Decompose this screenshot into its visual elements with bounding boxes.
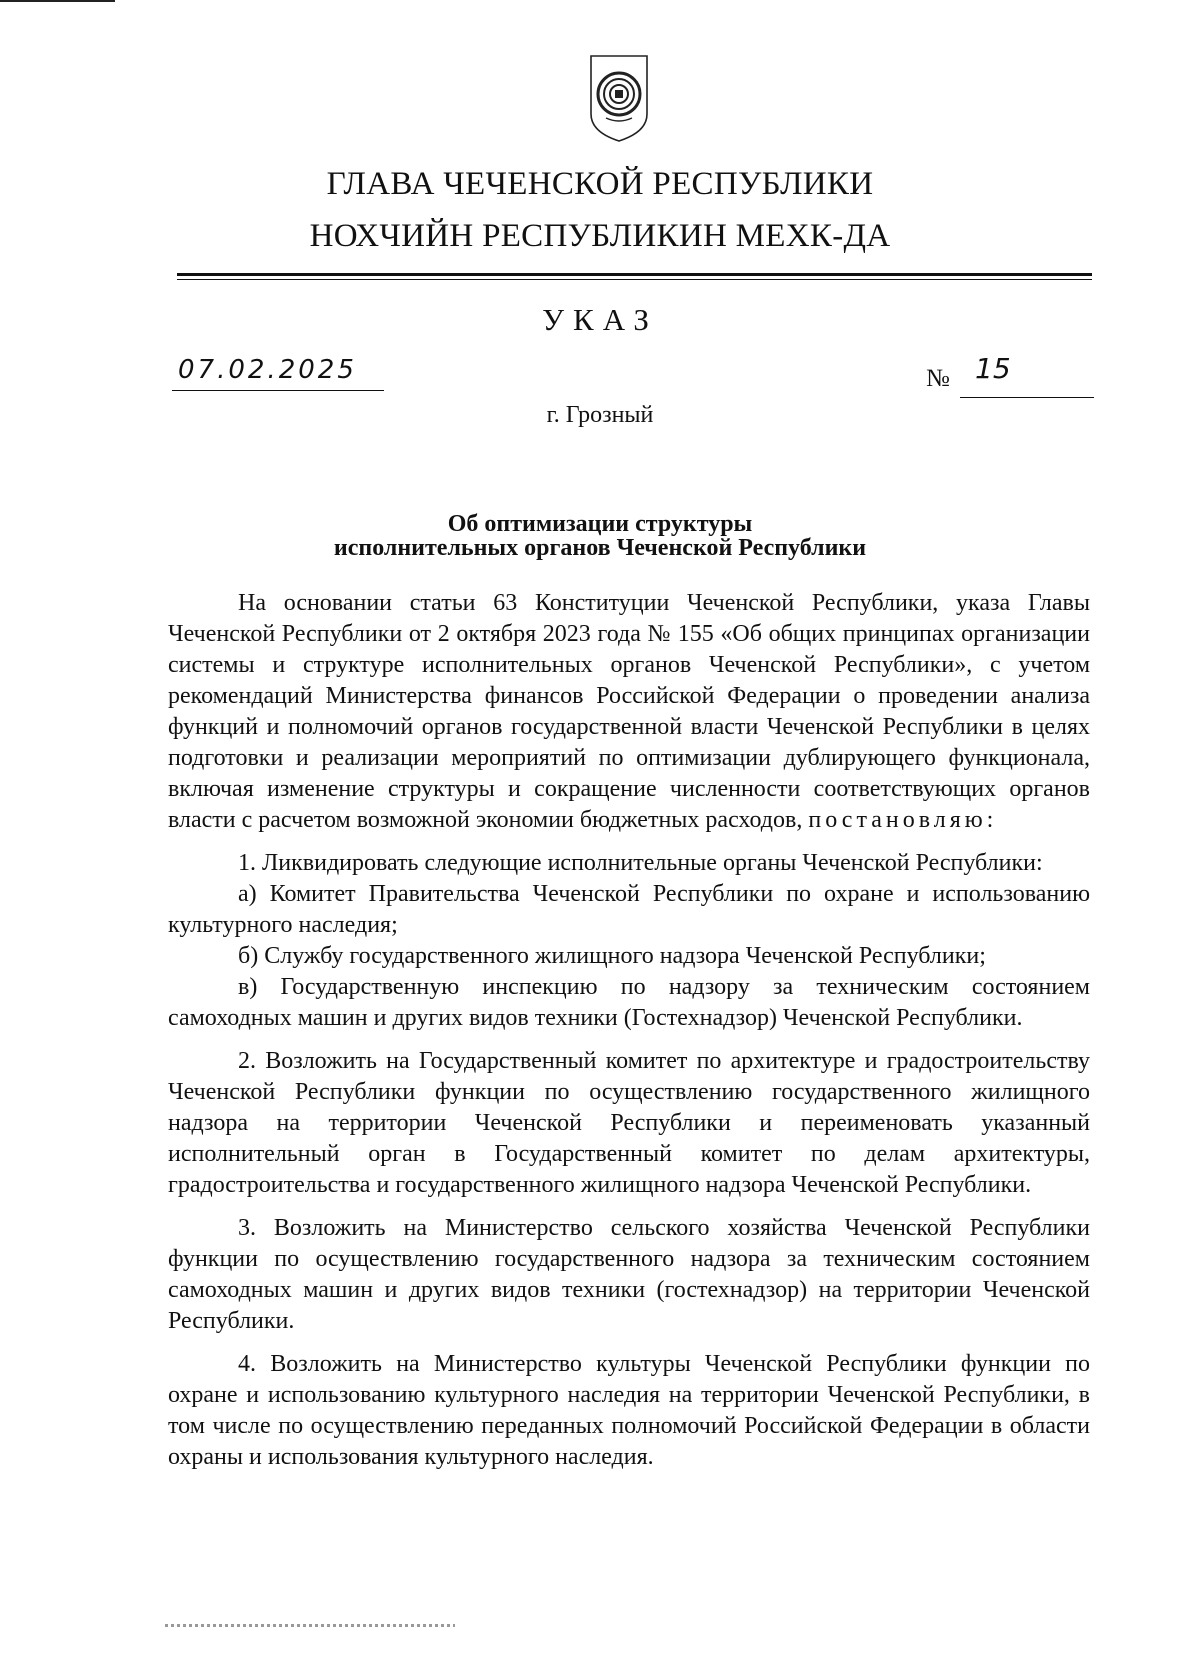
issue-city: г. Грозный [546, 402, 654, 428]
paragraph-1b: б) Службу государственного жилищного надзора Чеченской Республики; [238, 943, 986, 969]
paragraph-4: 4. Возложить на Министерство культуры Чеченской Республики функции по охране и использованию культурного наследия на территории Чеченской Республики, в том числе по осуществлению переданных полномочий Российской Федерации в области охраны и использования культурного наследия. [168, 1351, 1090, 1470]
preamble-text: На основании статьи 63 Конституции Чеченской Республики, указа Главы Чеченской Республики от 2 октября 2023 года № 155 «Об общих принципах организации системы и структуре исполнительных органов Чеченской Республики», с учетом рекомендаций Министерства финансов Российской Федерации о проведении анализа функций и полномочий органов государственной власти Чеченской Республики в целях подготовки и реализации мероприятий по оптимизации дублирующего функционала, включая изменение структуры и сокращение численности соответствующих органов власти с расчетом возможной экономии бюджетных расходов, [168, 590, 1090, 833]
number-label: № [926, 365, 950, 392]
decree-word: постановляю: [808, 807, 998, 833]
coat-of-arms-emblem [588, 52, 650, 144]
paragraph-2: 2. Возложить на Государственный комитет по архитектуре и градостроительству Чеченской Республики функции по осуществлению государственного жилищного надзора на территории Чеченской Республики и переименовать указанный исполнительный орган в Государственный комитет по делам архитектуры, градостроительства и государственного жилищного надзора Чеченской Республики. [168, 1048, 1090, 1198]
issuer-title-chechen: НОХЧИЙН РЕСПУБЛИКИН МЕХК-ДА [309, 218, 891, 254]
date-underline [172, 390, 384, 391]
document-number: 15 [975, 352, 1011, 385]
header-rule-thin [177, 279, 1092, 280]
footer-scan-noise [165, 1624, 455, 1627]
paragraph-1a: а) Комитет Правительства Чеченской Республики по охране и использованию культурного наследия; [168, 881, 1090, 938]
document-title [0, 512, 1200, 560]
paragraph-3: 3. Возложить на Министерство сельского хозяйства Чеченской Республики функции по осуществлению государственного надзора за техническим состоянием самоходных машин и других видов техники (гостехнадзор) на территории Чеченской Республики. [168, 1215, 1090, 1334]
preamble-paragraph [168, 588, 1090, 836]
issuer-title-russian: ГЛАВА ЧЕЧЕНСКОЙ РЕСПУБЛИКИ [326, 166, 874, 202]
paragraph-1: 1. Ликвидировать следующие исполнительные органы Чеченской Республики: [238, 850, 1043, 876]
document-type: УКАЗ [542, 302, 658, 337]
header-rule-thick [177, 273, 1092, 276]
title-line-1: Об оптимизации структуры [447, 511, 753, 537]
title-line-2: исполнительных органов Чеченской Республики [333, 535, 867, 561]
paragraph-1c: в) Государственную инспекцию по надзору за техническим состоянием самоходных машин и других видов техники (Гостехнадзор) Чеченской Республики. [168, 974, 1090, 1031]
scan-corner-mark [0, 0, 115, 12]
document-body [168, 588, 1090, 1485]
document-date: 07.02.2025 [178, 355, 357, 385]
number-underline [960, 397, 1094, 398]
